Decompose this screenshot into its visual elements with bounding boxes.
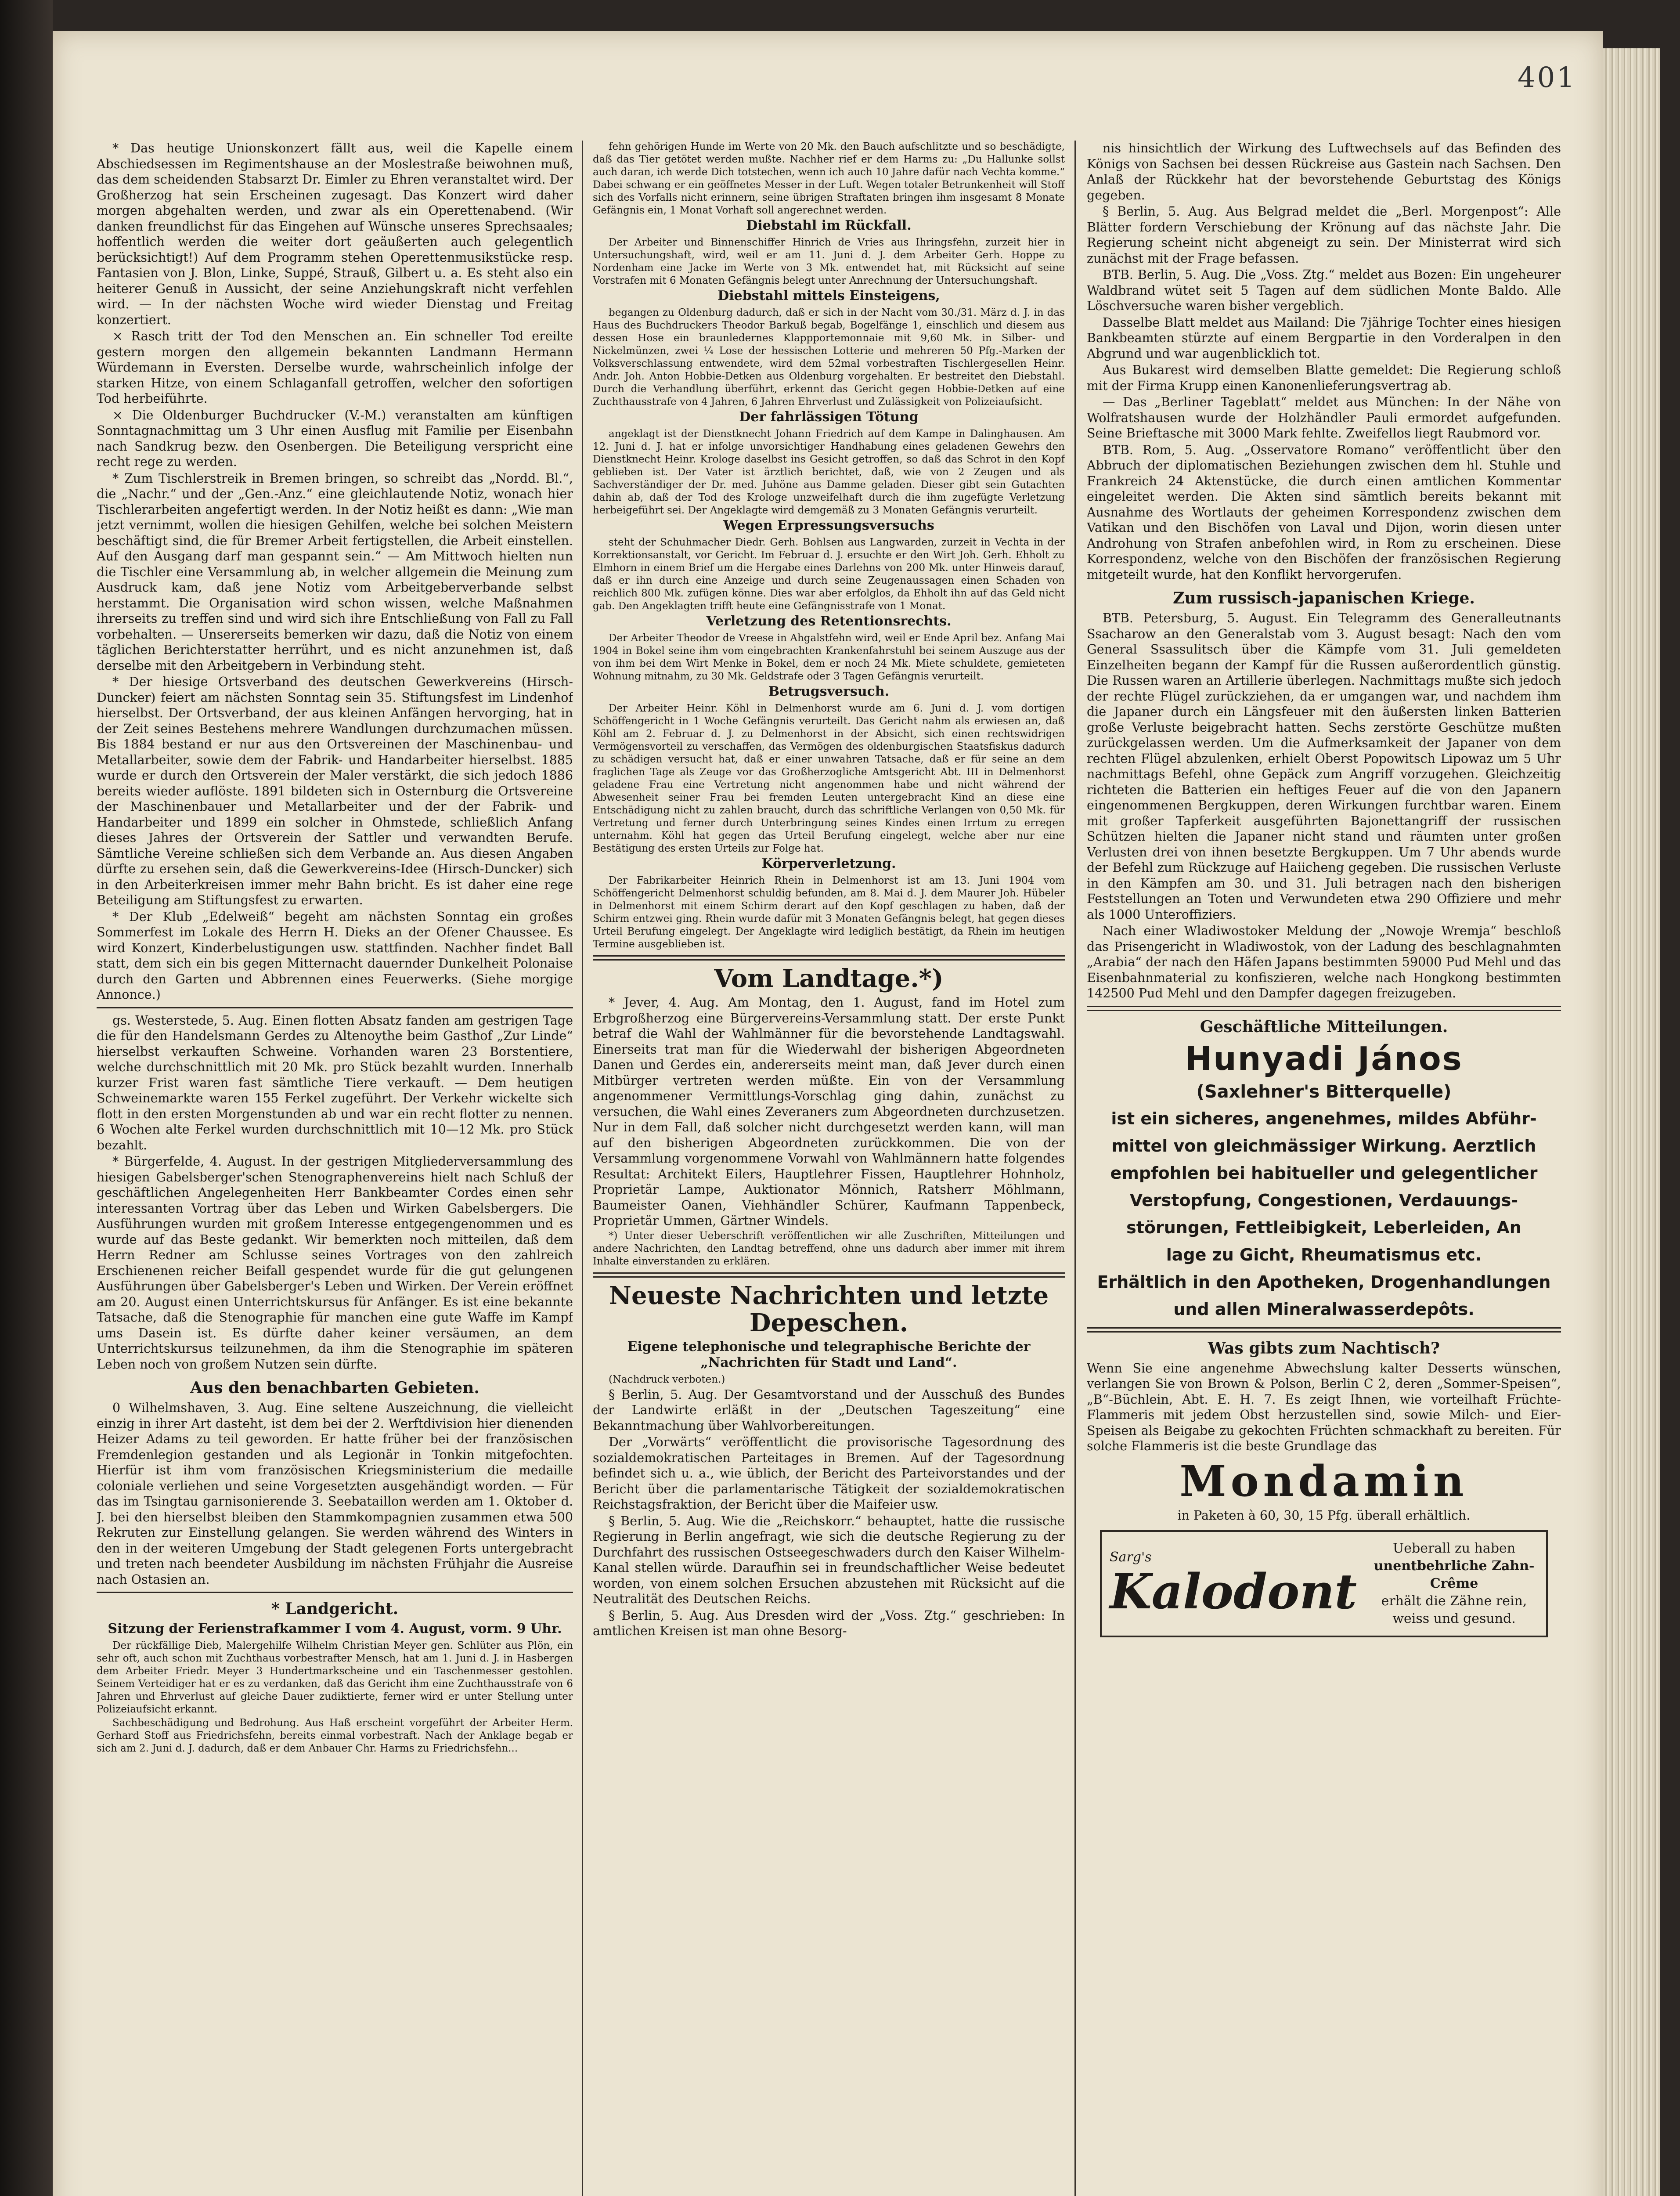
sub-heading: Diebstahl im Rückfall. [746,218,912,233]
divider [593,1272,1065,1278]
article-paragraph: Dasselbe Blatt meldet aus Mailand: Die 7jährige Tochter eines hiesigen Bankbeamten stürzte auf einem Bergpartie in den Vorderalpen in den Abgrund und war augenblicklich tot. [1087,315,1561,361]
sub-heading: Körperverletzung. [761,856,896,871]
sub-heading: Wegen Erpressungsversuchs [723,518,934,533]
column-3 [1087,141,1561,2196]
article-paragraph: Nach einer Wladiwostoker Meldung der „Nowoje Wremja“ beschloß das Prisengericht in Wladiwostok, von der Ladung des beschlagnahmten „Arabia“ der nach den Häfen Japans bestimmten 59000 Pud Mehl und das Eisenbahnmaterial zu konfiszieren, welche nach Hongkong bestimmten 142500 Pud Mehl und den Dampfer dagegen freizugeben. [1087,924,1561,1000]
section-heading: Vom Landtage.*) [714,964,944,993]
article-paragraph: — Das „Berliner Tageblatt“ meldet aus München: In der Nähe von Wolfratshausen wurde der Holzhändler Pauli ermordet aufgefunden. Seine Brieftasche mit 3000 Mark fehlte. Zweifellos liegt Raubmord vor. [1087,395,1561,441]
article-paragraph: Der Fabrikarbeiter Heinrich Rhein in Delmenhorst ist am 13. Juni 1904 vom Schöffengericht Delmenhorst schuldig befunden, am 8. Mai d. J. dem Maurer Joh. Hübeler in Delmenhorst mit einem Schirm derart auf den Kopf geschlagen zu haben, daß der Schirm entzwei ging. Rhein wurde dafür mit 3 Monaten Gefängnis belegt, hat gegen dieses Urteil Berufung eingelegt. Der Angeklagte wird lediglich bestätigt, da Rhein im heutigen Termine ausgeblieben ist. [593,875,1065,950]
hunyadi-line: mittel von gleichmässiger Wirkung. Aerztlich [1111,1136,1536,1156]
article-paragraph: * Bürgerfelde, 4. August. In der gestrigen Mitgliederversammlung des hiesigen Gabelsberger'schen Stenographenvereins hielt nach Schluß der geschäftlichen Angelegenheiten Herr Bankbeamter Cordes einen sehr interessanten Vortrag über das Leben und Wirken Gabelsbergers. Die Ausführungen wurden mit großem Interesse entgegengenommen und es wurde auf das Beste gedankt. Wir bemerkten noch mitteilen, daß dem Herrn Redner am Schlusse seines Vortrages von den zahlreich Erschienenen reicher Beifall gespendet wurde für die gut gelungenen Ausführungen über Gabelsberger's Leben und Wirken. Der Verein eröffnet am 20. August einen Unterrichtskursus für Anfänger. Es ist eine bekannte Tatsache, daß die Stenographie für manchen eine gute Waffe im Kampf ums Dasein ist. Es dürfte daher keiner versäumen, an dem Unterrichtskursus teilzunehmen, da ihm die Stenographie im späteren Leben noch von großem Nutzen sein dürfte. [97,1154,573,1372]
article-paragraph: fehn gehörigen Hunde im Werte von 20 Mk. den Bauch aufschlitzte und so beschädigte, daß das Tier getötet werden mußte. Nachher rief er dem Harms zu: „Du Hallunke sollst auch daran, ich werde Dich totstechen, wenn ich auch 10 Jahre dafür nach Vechta komme.“ Dabei schwang er ein geöffnetes Messer in der Luft. Wegen totaler Betrunkenheit will Stoff sich des Vorfalls nicht erinnern, seine übrigen Straftaten bringen ihm insgesamt 8 Monate Gefängnis ein, 1 Monat Vorhaft soll angerechnet werden. [593,141,1065,216]
column-rule-1 [582,141,583,2196]
article-paragraph: Der „Vorwärts“ veröffentlicht die provisorische Tagesordnung des sozialdemokratischen Parteitages in Bremen. Auf der Tagesordnung befindet sich u. a., wie üblich, der Bericht des Parteivorstandes und der Bericht über die parlamentarische Tätigkeit der sozialdemokratischen Reichstagsfraktion, der Bericht über die Maifeier usw. [593,1435,1065,1512]
article-paragraph: × Rasch tritt der Tod den Menschen an. Ein schneller Tod ereilte gestern morgen den allgemein bekannten Landmann Hermann Würdemann in Eversten. Derselbe wurde, wahrscheinlich infolge der starken Hitze, von einem Schlaganfall getroffen, welcher den sofortigen Tod herbeiführte. [97,329,573,406]
kalodont-brand: Kalodont [1110,1563,1357,1620]
hunyadi-line: Verstopfung, Congestionen, Verdauungs- [1129,1190,1518,1210]
kalodont-text [1370,1540,1538,1628]
hunyadi-line: Erhältlich in den Apotheken, Drogenhandlungen [1097,1272,1551,1292]
mondamin-ad [1087,1339,1561,1524]
sub-heading: Der fahrlässigen Tötung [739,409,919,425]
article-paragraph: BTB. Petersburg, 5. August. Ein Telegramm des Generalleutnants Ssacharow an den Generalstab vom 3. August besagt: Nach den vom General Ssassulitsch über die Kämpfe vom 31. Juli gemeldeten Einzelheiten begann der Kampf für die Russen außerordentlich günstig. Die Russen waren an Artillerie überlegen. Nachmittags mußte sich jedoch der rechte Flügel zurückziehen, da er umgangen war, und nachdem ihm die Japaner durch ein Längsfeuer mit den äußersten linken Batterien große Verluste beigebracht hatten. Sechs zerstörte Geschütze mußten zurückgelassen werden. Um die Aufmerksamkeit der Japaner von dem rechten Flügel abzulenken, erhielt Oberst Popowitsch Lipowaz um 5 Uhr nachmittags Befehl, ohne Gepäck zum Angriff vorzugehen. Gleichzeitig richteten die Batterien ein heftiges Feuer auf die von den Japanern eingenommenen Bergkuppen, deren Wirkungen furchtbar waren. Einem mit großer Tapferkeit ausgeführten Bajonettangriff der russischen Schützen hielten die Japaner nicht stand und räumten unter großen Verlusten drei von ihnen besetzte Bergkuppen. Um 7 Uhr abends wurde der Befehl zum Rückzuge auf Haiicheng gegeben. Die russischen Verluste in den Kämpfen am 30. und 31. Juli betragen nach den bisherigen Feststellungen an Toten und Verwundeten etwa 290 Offiziere und mehr als 1000 Unteroffiziers. [1087,611,1561,922]
article-paragraph: 0 Wilhelmshaven, 3. Aug. Eine seltene Auszeichnung, die vielleicht einzig in ihrer Art dasteht, ist dem bei der 2. Werftdivision hier dienenden Heizer Adams zu teil geworden. Er hatte früher bei der französischen Fremdenlegion gestanden und als Legionär in Tonkin mitgefochten. Hierfür ist ihm vom französischen Kriegsministerium die medaille coloniale verliehen und seine Vorgesetzten ausgehändigt worden. — Für das im Tsingtau garnisonierende 3. Seebataillon werden am 1. Oktober d. J. bei den hierselbst bleiben den Stammkompagnien zusammen etwa 500 Rekruten zur Einstellung gelangen. Sie werden während des Winters in den in der weiteren Umgebung der Stadt gelegenen Forts untergebracht und treten nach beendeter Ausbildung im nächsten Frühjahr die Ausreise nach Ostasien an. [97,1401,573,1587]
divider [97,1007,573,1008]
sub-heading: Diebstahl mittels Einsteigens, [717,288,940,303]
column-2 [593,141,1065,2196]
hunyadi-lines [1087,1105,1561,1323]
article-paragraph: Aus Bukarest wird demselben Blatte gemeldet: Die Regierung schloß mit der Firma Krupp einen Kanonenlieferungsvertrag ab. [1087,363,1561,393]
article-paragraph: * Zum Tischlerstreik in Bremen bringen, so schreibt das „Nordd. Bl.“, die „Nachr.“ und der „Gen.-Anz.“ eine gleichlautende Notiz, wonach hier Tischlerarbeiten angefertigt werden. In der Notiz heißt es dann: „Wie man jetzt vernimmt, wollen die hiesigen Gehilfen, welche bei solchen Meistern beschäftigt sind, die für Bremer Arbeit fertigstellen, die Arbeit einstellen. Auf den Ausgang darf man gespannt sein.“ — Am Mittwoch hielten nun die Tischler eine Versammlung ab, in welcher allgemein die Meinung zum Ausdruck kam, daß jene Notiz vom Arbeitgeberverbande selbst herstammt. Die Organisation wird schon wissen, welche Maßnahmen ihrerseits zu treffen sind und wird sich ihre Entschließung von Fall zu Fall vorbehalten. — Unsererseits bemerken wir dazu, daß die Notiz von einem täglichen Berichterstatter herrührt, und es nicht anzunehmen ist, daß derselbe mit den Arbeitgebern in Verbindung steht. [97,471,573,673]
section-heading: Aus den benachbarten Gebieten. [190,1379,479,1397]
divider [1087,1327,1561,1333]
divider [97,1592,573,1593]
article-paragraph: angeklagt ist der Dienstknecht Johann Friedrich auf dem Kampe in Dalinghausen. Am 12. Juni d. J. hat er infolge unvorsichtiger Handhabung eines geladenen Gewehrs den Dienstknecht Heinr. Krologe daselbst ins Gesicht getroffen, so daß das Schrot in den Kopf geblieben ist. Der Vater ist ärztlich berichtet, daß, wie von 2 Zeugen und als Sachverständiger der Dr. med. Juhöne aus Damme geladen. Dieser gibt sein Gutachten dahin ab, daß der Tod des Krologe unzweifelhaft durch die ihm zugefügte Verletzung herbeigeführt sei. Der Angeklagte wird demgemäß zu 3 Monaten Gefängnis verurteilt. [593,428,1065,516]
mondamin-price: in Paketen à 60, 30, 15 Pfg. überall erhältlich. [1177,1508,1471,1523]
kalodont-line2: unentbehrliche Zahn-Crême [1374,1558,1535,1591]
article-paragraph: gs. Westerstede, 5. Aug. Einen flotten Absatz fanden am gestrigen Tage die für den Handelsmann Gerdes zu Altenoythe beim Gasthof „Zur Linde“ hierselbst verkauften Schweine. Vorhanden waren 23 Borstentiere, welche durchschnittlich mit 20 Mk. pro Stück bezahlt wurden. Innerhalb kurzer Frist waren fast sämtliche Tiere verkauft. — Dem heutigen Schweinemarkte waren 155 Ferkel zugeführt. Der Verkehr wickelte sich flott in den ersten Morgenstunden ab und war ein recht flotter zu nennen. 6 Wochen alte Ferkel wurden durchschnittlich mit 10—12 Mk. pro Stück bezahlt. [97,1013,573,1152]
hunyadi-line: störungen, Fettleibigkeit, Leberleiden, An [1126,1217,1521,1237]
column-rule-2 [1074,141,1076,2196]
kalodont-ad [1100,1530,1548,1637]
hunyadi-subtitle: (Saxlehner's Bitterquelle) [1196,1081,1452,1102]
article-paragraph: Der Arbeiter und Binnenschiffer Hinrich de Vries aus Ihringsfehn, zurzeit hier in Untersuchungshaft, wird, weil er am 11. Juni d. J. dem Arbeiter Gerh. Hoppe zu Nordenham eine Jacke im Werte von 3 Mk. entwendet hat, mit Rücksicht auf seine Vorstrafen mit 6 Monaten Gefängnis belegt unter Anrechnung der Untersuchungshaft. [593,237,1065,286]
hunyadi-line: lage zu Gicht, Rheumatismus etc. [1166,1245,1482,1264]
hunyadi-ad [1087,1039,1561,1323]
divider [593,955,1065,961]
column-1 [97,141,573,2196]
article-paragraph: Der rückfällige Dieb, Malergehilfe Wilhelm Christian Meyer gen. Schlüter aus Plön, ein sehr oft, auch schon mit Zuchthaus vorbestrafter Mensch, hat am 1. Juni d. J. in Hasbergen dem Arbeiter Friedr. Meyer 3 Hundertmarkscheine und ein Taschenmesser gestohlen. Seinem Verteidiger hat er es zu verdanken, daß das Gericht ihm eine Zuchthausstrafe von 6 Jahren und Ehrverlust auf gleiche Dauer zudiktierte, ferner wird er unter Stellung unter Polizeiaufsicht erkannt. [97,1640,573,1715]
article-paragraph: § Berlin, 5. Aug. Wie die „Reichskorr.“ behauptet, hatte die russische Regierung in Berlin angefragt, wie sich die deutsche Regierung zu der Durchfahrt des russischen Ostseegeschwaders durch den Kaiser Wilhelm-Kanal stellen würde. Daraufhin sei in freundschaftlicher Weise bedeutet worden, von einem solchen Ersuchen abzustehen mit Rücksicht auf die Neutralität des Deutschen Reichs. [593,1513,1065,1606]
newspaper-page [53,31,1603,2196]
mondamin-brand: Mondamin [1179,1456,1468,1506]
article-paragraph: * Jever, 4. Aug. Am Montag, den 1. August, fand im Hotel zum Erbgroßherzog eine Bürgervereins-Versammlung statt. Der erste Punkt betraf die Wahl der Wahlmänner für die bevorstehende Landtagswahl. Einerseits trat man für die Wiederwahl der bisherigen Abgeordneten Danen und Gerdes ein, andererseits meint man, daß Jever durch einen Mitbürger vertreten werden müßte. Ein von der Versammlung angenommener Vermittlungs-Vorschlag ging dahin, zunächst zu versuchen, die Wahl eines Zeveraners zum Abgeordneten durchzusetzen. Nur in dem Fall, daß solcher nicht durchgesetzt werden kann, will man auf den bisherigen Abgeordneten zurückkommen. Die von der Versammlung vorgenommene Vorwahl von Wahlmännern hatte folgendes Resultat: Architekt Eilers, Hauptlehrer Fissen, Hauptlehrer Hohnholz, Proprietär Lampe, Auktionator Mönnich, Ratsherr Möhlmann, Baumeister Oanen, Viehhändler Schürer, Kaufmann Tappenbeck, Proprietär Ummen, Gärtner Windels. [593,995,1065,1228]
section-heading: * Landgericht. [271,1600,399,1618]
article-paragraph: * Der Klub „Edelweiß“ begeht am nächsten Sonntag ein großes Sommerfest im Lokale des Herrn H. Dieks an der Ofener Chaussee. Es wird Konzert, Kinderbelustigungen usw. stattfinden. Nachher findet Ball statt, dem sich ein bis gegen Mitternacht dauernder Dunkelheit Polonaise durch den Garten und Abbrennen eines Feuerwerks. (Siehe morgige Annonce.) [97,909,573,1002]
article-paragraph: nis hinsichtlich der Wirkung des Luftwechsels auf das Befinden des Königs von Sachsen bei dessen Rückreise aus Gastein nach Sachsen. Den Anlaß der Rückkehr hat der bevorstehende Geburtstag des Königs gegeben. [1087,141,1561,202]
column-3-text [1087,141,1561,1037]
mondamin-text: Wenn Sie eine angenehme Abwechslung kalter Desserts wünschen, verlangen Sie von Brown & Polson, Berlin C 2, deren „Sommer-Speisen“, „B“-Büchlein, Abt. E. H. 7. Es zeigt Ihnen, wie vorteilhaft Früchte-Flammeris mit jedem Obst herzustellen sind, sowie Milch- und Eier-Speisen als Beigabe zu gekochten Früchten schmackhaft zu bereiten. Für solche Flammeris ist die beste Grundlage das [1087,1361,1561,1453]
kalodont-logo [1110,1549,1357,1618]
article-paragraph: § Berlin, 5. Aug. Aus Belgrad meldet die „Berl. Morgenpost“: Alle Blätter fordern Verschiebung der Krönung auf das nächste Jahr. Die Regierung scheint nicht abgeneigt zu sein. Der Ministerrat wird sich zunächst mit der Frage befassen. [1087,204,1561,266]
sub-heading: Verletzung des Retentionsrechts. [706,614,952,629]
article-paragraph: (Nachdruck verboten.) [609,1373,725,1385]
hunyadi-line: und allen Mineralwasserdepôts. [1173,1299,1475,1319]
section-heading: Neueste Nachrichten und letzte Depeschen. [609,1281,1049,1337]
section-heading: Geschäftliche Mitteilungen. [1200,1017,1448,1036]
sub-heading: Betrugsversuch. [768,684,890,699]
article-paragraph: BTB. Berlin, 5. Aug. Die „Voss. Ztg.“ meldet aus Bozen: Ein ungeheurer Waldbrand wütet seit 5 Tagen auf dem südlichen Monte Baldo. Alle Löschversuche waren bisher vergeblich. [1087,267,1561,313]
article-paragraph: § Berlin, 5. Aug. Der Gesamtvorstand und der Ausschuß des Bundes der Landwirte erläßt in der „Deutschen Tageszeitung“ eine Bekanntmachung über Wahlvorbereitungen. [593,1387,1065,1433]
article-paragraph: *) Unter dieser Ueberschrift veröffentlichen wir alle Zuschriften, Mitteilungen und andere Nachrichten, den Landtag betreffend, ohne uns dadurch aber immer mit ihrem Inhalte einverstanden zu erklären. [593,1230,1065,1267]
article-paragraph: BTB. Rom, 5. Aug. „Osservatore Romano“ veröffentlicht über den Abbruch der diplomatischen Beziehungen zwischen dem hl. Stuhle und Frankreich 24 Aktenstücke, die durch einen amtlichen Kommentar eingeleitet werden. Die Akten sind sämtlich bereits bekannt mit Ausnahme des Wortlauts der geheimen Korrespondenz zwischen dem Vatikan und den Bischöfen von Laval und Dijon, worin diesen unter Androhung von Strafen anbefohlen wird, in Rom zu erscheinen. Diese Korrespondenz, welche von den Bischöfen der französischen Regierung mitgeteilt wurde, hat den Konflikt hervorgerufen. [1087,442,1561,582]
article-paragraph: begangen zu Oldenburg dadurch, daß er sich in der Nacht vom 30./31. März d. J. in das Haus des Buchdruckers Theodor Barkuß begab, Bogelfänge 1, einschlich und diesem aus dessen Hose ein braunledernes Klappportemonnaie mit 9,60 Mk. in Silber- und Nickelmünzen, zwei ¼ Lose der hessischen Lotterie und mehreren 50 Pfg.-Marken der Volksverschlassung entwendete, wird dem 52mal vorbestraften Tischlergesellen Heinr. Andr. Joh. Anton Hobbie-Detken aus Oldenburg vorgehalten. Er bestreitet den Diebstahl. Durch die Verhandlung überführt, erkennt das Gericht gegen Hobbie-Detken auf eine Zuchthausstrafe von 4 Jahren, 6 Jahren Ehrverlust und Zulässigkeit von Polizeiaufsicht. [593,307,1065,408]
article-paragraph: * Das heutige Unionskonzert fällt aus, weil die Kapelle einem Abschiedsessen im Regimentshause an der Moslestraße beiwohnen muß, das dem scheidenden Stabsarzt Dr. Eimler zu Ehren veranstaltet wird. Der Großherzog hat sein Erscheinen zugesagt. Das Konzert wird daher morgen abgehalten werden, und zwar als ein Operettenabend. (Wir danken freundlichst für das Eingehen auf Wünsche unseres Sprechsaales; hoffentlich werden die weiter dort geäußerten auch gelegentlich berücksichtigt!) Auf dem Programm stehen Operettenmusikstücke resp. Fantasien von J. Blon, Linke, Suppé, Strauß, Gilbert u. a. Es steht also ein heiterer Genuß in Aussicht, der seine Anziehungskraft nicht verfehlen wird. — In der nächsten Woche wird wieder Dienstag und Freitag konzertiert. [97,141,573,327]
article-paragraph: Sachbeschädigung und Bedrohung. Aus Haß erscheint vorgeführt der Arbeiter Herm. Gerhard Stoff aus Friedrichsfehn, bereits einmal vorbestraft. Nach der Anklage begab er sich am 2. Juni d. J. dadurch, daß er dem Anbauer Chr. Harms zu Friedrichsfehn... [97,1717,573,1754]
article-paragraph: Der Arbeiter Theodor de Vreese in Ahgalstfehn wird, weil er Ende April bez. Anfang Mai 1904 in Bokel seine ihm vom eingebrachten Krankenfahrstuhl bei seinem Auszuge aus der von ihm bei dem Wirt Menke in Bokel, dem er noch 24 Mk. Miete schuldete, gemieteten Wohnung mitnahm, zu 30 Mk. Geldstrafe oder 3 Tagen Gefängnis verurteilt. [593,632,1065,682]
article-paragraph: * Der hiesige Ortsverband des deutschen Gewerkvereins (Hirsch-Duncker) feiert am nächsten Sonntag sein 35. Stiftungsfest im Lindenhof hierselbst. Der Ortsverband, der aus kleinen Anfängen hervorging, hat in der Zeit seines Bestehens mehrere Wandlungen durchzumachen müssen. Bis 1884 bestand er nur aus den Ortsvereinen der Maschinenbau- und Metallarbeiter, sowie dem der Fabrik- und Handarbeiter hierselbst. 1885 wurde er durch den Ortsverein der Maler verstärkt, die sich jedoch 1886 bereits wieder auflöste. 1891 bildeten sich in Osternburg die Ortsvereine der Maschinenbauer und Metallarbeiter und der der Fabrik- und Handarbeiter und 1899 ein solcher in Ohmstede, schließlich Anfang dieses Jahres der Ortsverein der Sattler und verwandten Berufe. Sämtliche Vereine schließen sich dem Verbande an. Aus diesen Angaben dürfte zu ersehen sein, daß die Gewerkvereins-Idee (Hirsch-Duncker) sich in den Arbeiterkreisen immer mehr Bahn bricht. Es ist daher eine rege Beteiligung am Stiftungsfest zu erwarten. [97,675,573,907]
kalodont-line3: erhält die Zähne rein, weiss und gesund. [1381,1593,1527,1626]
hunyadi-line: empfohlen bei habitueller und gelegentlicher [1110,1163,1538,1183]
sub-heading: Sitzung der Ferienstrafkammer I vom 4. August, vorm. 9 Uhr. [108,1621,562,1636]
article-paragraph: § Berlin, 5. Aug. Aus Dresden wird der „Voss. Ztg.“ geschrieben: In amtlichen Kreisen ist man ohne Besorg- [593,1608,1065,1638]
binding-shadow [0,0,53,2196]
section-heading: Zum russisch-japanischen Kriege. [1173,589,1475,607]
article-paragraph: × Die Oldenburger Buchdrucker (V.-M.) veranstalten am künftigen Sonntagnachmittag um 3 Uhr einen Ausflug mit Familie per Eisenbahn nach Sandkrug bezw. den Osenbergen. Die Beteiligung verspricht eine recht rege zu werden. [97,408,573,469]
page-number: 401 [1517,61,1576,94]
article-paragraph: steht der Schuhmacher Diedr. Gerh. Bohlsen aus Langwarden, zurzeit in Vechta in der Korrektionsanstalt, vor Gericht. Im Februar d. J. ersuchte er den Wirt Joh. Gerh. Ehholt zu Elmhorn in einem Brief um die Hergabe eines Darlehns von 200 Mk. unter Hinweis darauf, daß er ihn durch eine Anzeige und durch seine Zeugenaussagen einen Schaden von reichlich 800 Mk. zufügen könne. Dies war aber erfolglos, da Ehholt ihn auf das Geld nicht gab. Den Angeklagten trifft heute eine Gefängnisstrafe von 1 Monat. [593,537,1065,612]
page-edges [1603,48,1660,2196]
mondamin-heading: Was gibts zum Nachtisch? [1208,1339,1440,1358]
hunyadi-title: Hunyadi János [1185,1040,1463,1078]
hunyadi-line: ist ein sicheres, angenehmes, mildes Abführ- [1111,1109,1537,1128]
kalodont-prefix: Sarg's [1110,1549,1152,1565]
sub-heading: Eigene telephonische und telegraphische Berichte der „Nachrichten für Stadt und Land“. [627,1339,1031,1370]
article-paragraph: Der Arbeiter Heinr. Köhl in Delmenhorst wurde am 6. Juni d. J. vom dortigen Schöffengericht in 1 Woche Gefängnis verurteilt. Das Gericht nahm als erwiesen an, daß Köhl am 2. Februar d. J. zu Delmenhorst in der Absicht, sich einen rechtswidrigen Vermögensvorteil zu verschaffen, das Vermögen des oldenburgischen Staatsfiskus dadurch zu schädigen versucht hat, daß er einer unwahren Tatsache, daß er für seine an dem fraglichen Tage als Zeuge vor das Großherzogliche Amtsgericht Abt. III in Delmenhorst geladene Frau eine Vertretung nicht angenommen habe und nicht während der Abwesenheit seiner Frau bei fremden Leuten untergebracht Kind an diese eine Entschädigung nicht zu zahlen braucht, durch das schriftliche Verlangen von 0,50 Mk. für Vertretung und ferner durch Unterbringung seines Kindes einen Irrtum zu erregen unternahm. Köhl hat gegen das Urteil Berufung eingelegt, welche aber nur eine Bestätigung des ersten Urteils zur Folge hat. [593,703,1065,854]
divider [1087,1006,1561,1011]
kalodont-line1: Ueberall zu haben [1393,1541,1516,1556]
